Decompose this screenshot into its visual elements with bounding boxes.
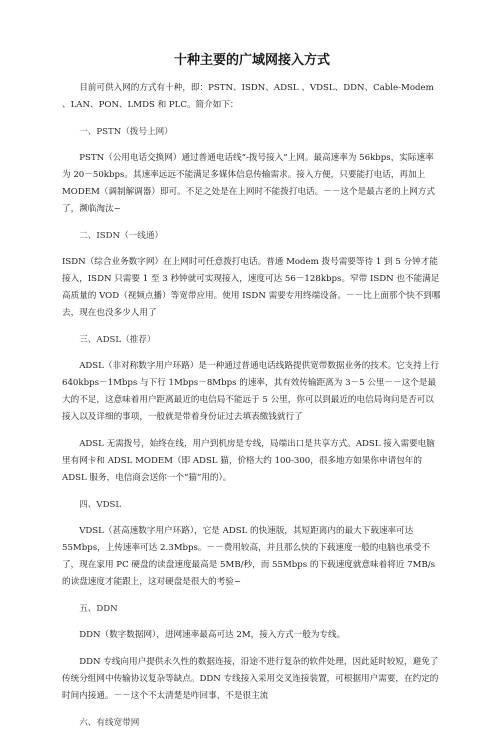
document-title: 十种主要的广域网接入方式	[173, 53, 330, 68]
section-heading-pstn: 一、PSTN（拨号上网）	[79, 127, 173, 137]
paragraph-ddn-2: DDN 专线向用户提供永久性的数据连接，沿途不进行复杂的软件处理，因此延时较短，避免了传统分组网中传输协议复杂等缺点。DDN 专线接入采用交叉连接装置，可根据用户需要，在约定的时间内接通。－－这个不太清楚是咋回事，不是很主流	[62, 657, 439, 701]
section-heading-cable: 六、有线宽带网	[79, 718, 140, 728]
paragraph-adsl-1: ADSL（非对称数字用户环路）是一种通过普通电话线路提供宽带数据业务的技术。它支持上行 640kbps－1Mbps 与下行 1Mbps－8Mbps 的速率，其有效传输距离为 3－5 公里－－这个是最大的不足，这意味着用户距离最近的电信局不能远于 5 公里，你可以到最近的电信局询问是否可以接入以及详细的事项，一般就是带着身份证过去填表缴钱就行了	[62, 361, 440, 422]
section-heading-isdn: 二、ISDN（一线通）	[79, 231, 164, 241]
section-heading-ddn: 五、DDN	[79, 604, 118, 614]
section-heading-vdsl: 四、VDSL	[79, 500, 122, 510]
paragraph-vdsl: VDSL（甚高速数字用户环路），它是 ADSL 的快速版，其短距离内的最大下载速率可达 55Mbps，上传速率可达 2.3Mbps。－－费用较高，并且那么快的下载速度一般的电脑也承受不了，现在家用 PC 硬盘的读盘速度最高是 5MB/秒，而 55Mbps 的下载速度就意味着将近 7MB/s 的读盘速度才能跟上，这对硬盘是很大的考验~	[62, 526, 436, 587]
paragraph-isdn: ISDN（综合业务数字网）在上网时可任意拨打电话。普通 Modem 拨号需要等待 1 到 5 分钟才能接入，ISDN 只需要 1 至 3 秒钟就可实现接入，速度可达 56－128kbps。窄带 ISDN 也不能满足高质量的 VOD（视频点播）等宽带应用。使用 ISDN 需要专用终端设备。－－比上面那个快不到哪去，现在也没多少人用了	[62, 257, 441, 318]
paragraph-pstn: PSTN（公用电话交换网）通过普通电话线“-拨号接入”上网。最高速率为 56kbps，实际速率为 20－50kbps。其速率远远不能满足多媒体信息传输需求。接入方便，只要能打电话，再加上 MODEM（调制解调器）即可。不足之处是在上网时不能拨打电话。－－这个是最古老的上网方式了，濒临淘汰~	[62, 153, 435, 214]
paragraph-ddn-1: DDN（数字数据网），进网速率最高可达 2M，接入方式一般为专线。	[79, 630, 346, 640]
section-heading-adsl: 三、ADSL（推荐）	[79, 335, 156, 345]
intro-paragraph: 目前可供入网的方式有十种，即：PSTN、ISDN、ADSL 、VDSL、DDN、Cable-Modem 、LAN、PON、LMDS 和 PLC。简介如下：	[62, 83, 434, 110]
paragraph-adsl-2: ADSL 无需拨号，始终在线，用户到机房是专线，局端出口是共享方式。ADSL 接入需要电脑里有网卡和 ADSL MODEM（即 ADSL 猫，价格大约 100-300，很多地方如果你申请包年的 ADSL 服务，电信商会送你一个“猫”用的）。	[62, 439, 435, 483]
